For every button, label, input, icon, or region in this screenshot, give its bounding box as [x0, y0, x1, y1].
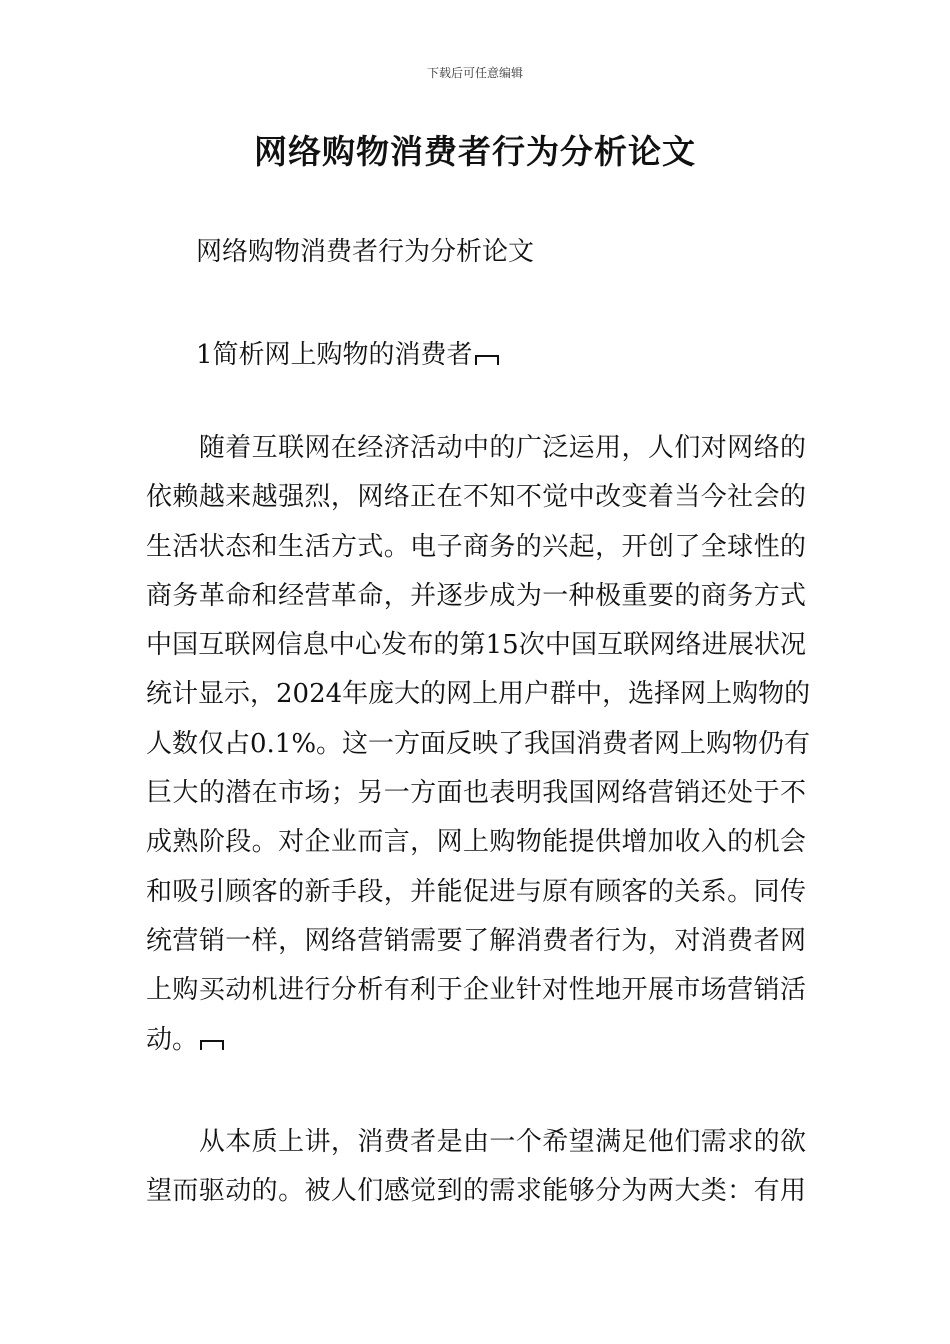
- paragraph-line: 商务革命和经营革命，并逐步成为一种极重要的商务方式: [146, 580, 806, 611]
- header-note: 下载后可任意编辑: [426, 66, 523, 80]
- paragraph-line: 和吸引顾客的新手段，并能促进与原有顾客的关系。同传: [146, 876, 806, 907]
- paragraph-line: 生活状态和生活方式。电子商务的兴起，开创了全球性的: [146, 531, 806, 562]
- paragraph-line: 望而驱动的。被人们感觉到的需求能够分为两大类：有用: [146, 1176, 806, 1207]
- body-paragraph-2: [146, 1118, 806, 1217]
- paragraph-line-text: 动。: [146, 1024, 199, 1055]
- paragraph-line: 统营销一样，网络营销需要了解消费者行为，对消费者网: [146, 925, 806, 956]
- paragraph-line: 从本质上讲，消费者是由一个希望满足他们需求的欲: [146, 1127, 806, 1157]
- paragraph-line: 上购买动机进行分析有利于企业针对性地开展市场营销活: [146, 975, 806, 1006]
- paragraph-line-last: [146, 1016, 806, 1065]
- paragraph-line: 巨大的潜在市场；另一方面也表明我国网络营销还处于不: [146, 778, 806, 809]
- body-paragraph-1: [146, 424, 811, 1065]
- section-heading-text: 1简析网上购物的消费者: [196, 340, 473, 370]
- paragraph-line: 人数仅占0.1%。这一方面反映了我国消费者网上购物仍有: [146, 728, 811, 759]
- document-subtitle: 网络购物消费者行为分析论文: [196, 237, 535, 267]
- insertion-mark-icon: [200, 1040, 224, 1050]
- insertion-mark-icon: [475, 355, 499, 365]
- section-heading: [196, 334, 499, 371]
- paragraph-line: 成熟阶段。对企业而言，网上购物能提供增加收入的机会: [146, 827, 806, 858]
- paragraph-line: 中国互联网信息中心发布的第15次中国互联网络进展状况: [146, 630, 806, 661]
- paragraph-line: 统计显示，2024年庞大的网上用户群中，选择网上购物的: [146, 679, 811, 710]
- document-title: 网络购物消费者行为分析论文: [254, 132, 696, 171]
- paragraph-line: 随着互联网在经济活动中的广泛运用，人们对网络的: [146, 433, 806, 463]
- paragraph-line: 依赖越来越强烈，网络正在不知不觉中改变着当今社会的: [146, 482, 806, 513]
